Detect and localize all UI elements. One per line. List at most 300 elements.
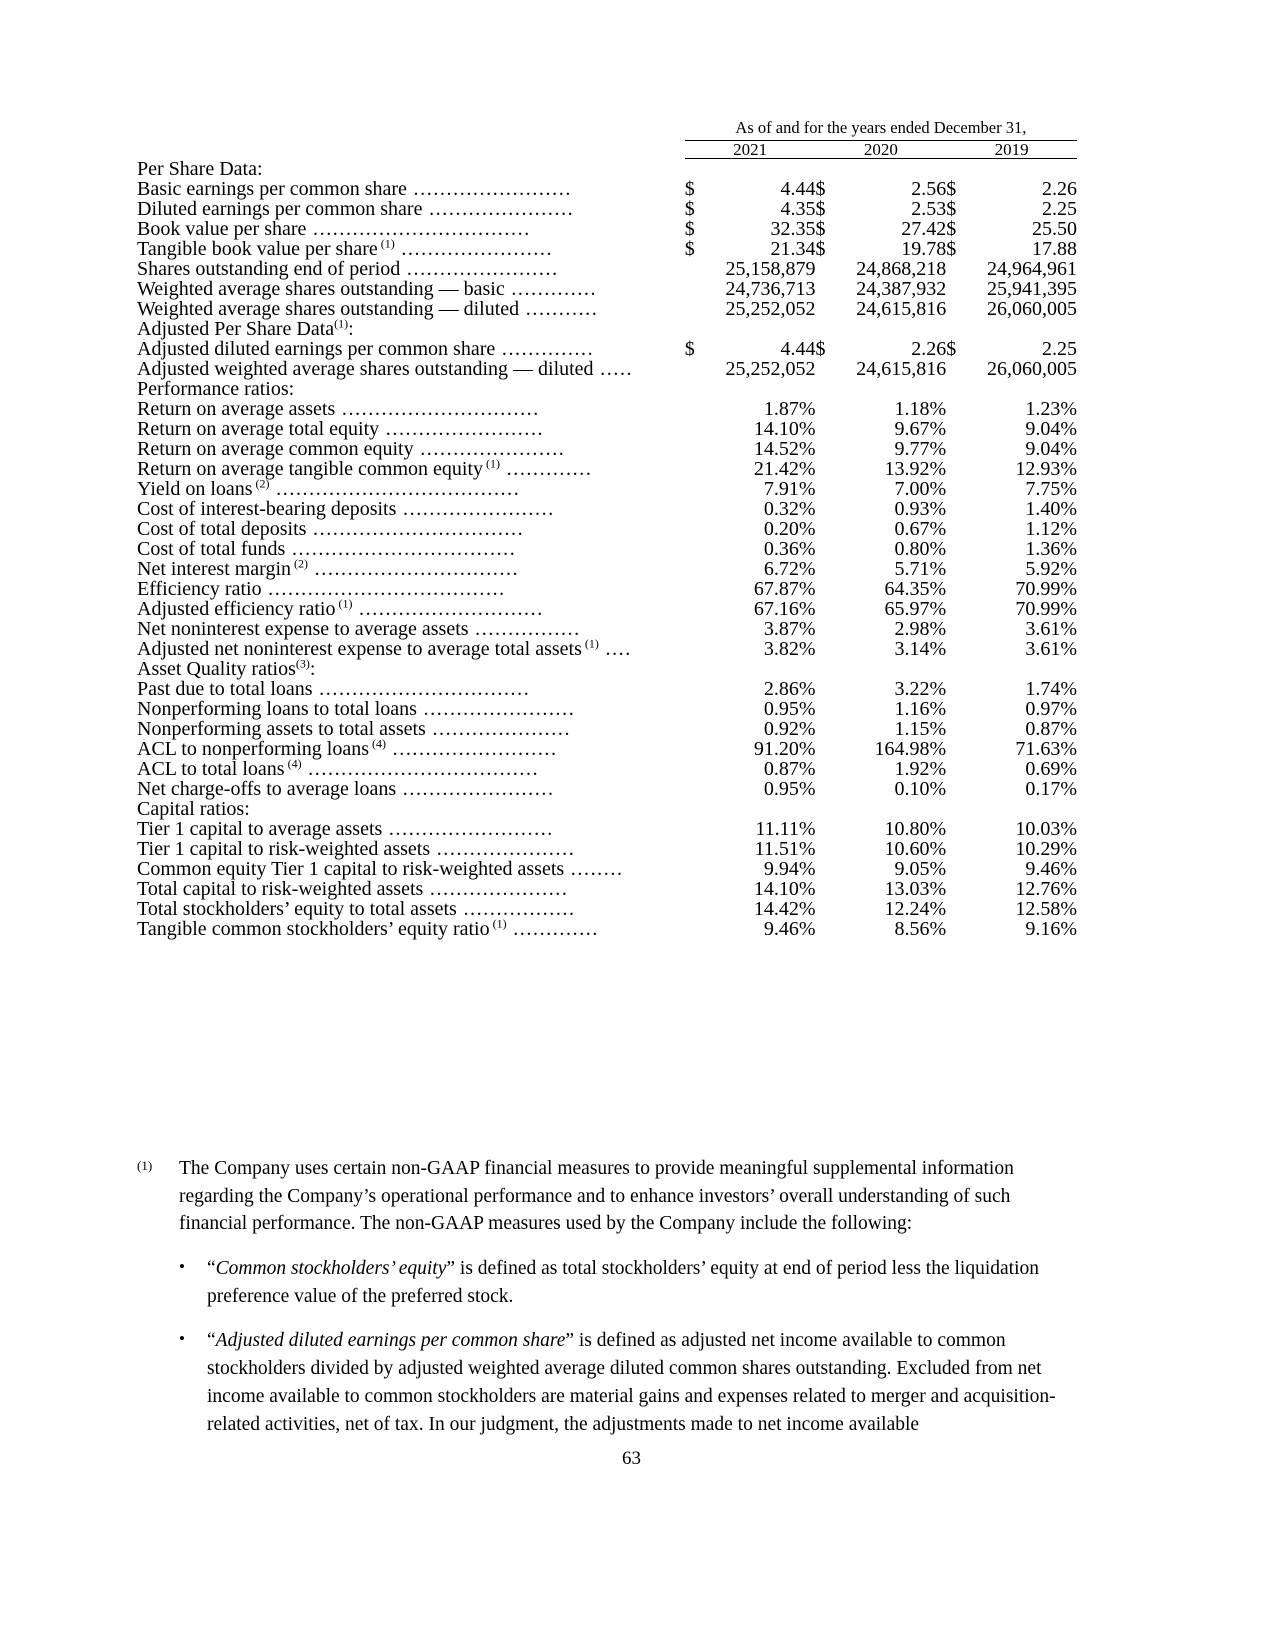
table-row <box>137 639 1077 659</box>
value-cell-2021: 3.82% <box>763 637 816 660</box>
dot-leader: ................................... <box>301 757 540 780</box>
financial-highlights-table <box>137 120 1077 939</box>
value-cell-2020: 1.92% <box>894 757 947 780</box>
currency-symbol-cell <box>685 759 708 779</box>
section-header-row <box>137 659 1077 679</box>
row-label: Net charge-offs to average loans ....................... <box>137 777 555 800</box>
dot-leader: ....................... <box>400 257 559 280</box>
value-cell-2021: 14.10% <box>753 417 816 440</box>
currency-symbol-cell: $ <box>946 337 957 360</box>
value-cell-2020: 24,615,816 <box>856 297 947 320</box>
value-cell-2020: 64.35% <box>884 577 947 600</box>
currency-symbol-cell <box>816 519 839 539</box>
currency-symbol-cell <box>685 539 708 559</box>
table-row <box>137 219 1077 239</box>
currency-symbol-cell <box>685 619 708 639</box>
selected-financial-data-table <box>137 120 1077 939</box>
currency-symbol-cell <box>816 419 839 439</box>
value-cell-2019: 0.97% <box>1025 697 1077 720</box>
value-cell-2019: 9.04% <box>1025 417 1077 440</box>
value-cell-2019: 1.40% <box>1025 497 1077 520</box>
row-footnote-ref: (4) <box>369 735 387 750</box>
row-footnote-ref: (1) <box>377 235 395 250</box>
value-cell-2021: 1.87% <box>763 397 816 420</box>
value-cell-2019: 1.12% <box>1025 517 1077 540</box>
dot-leader: ................................ <box>312 677 531 700</box>
table-row <box>137 759 1077 779</box>
dot-leader: ................. <box>456 897 576 920</box>
currency-symbol-cell <box>816 359 839 379</box>
currency-symbol-cell <box>816 299 839 319</box>
value-cell-2021: 24,736,713 <box>725 277 816 300</box>
value-cell-2020: 13.92% <box>884 457 947 480</box>
currency-symbol-cell <box>946 639 969 659</box>
table-row <box>137 519 1077 539</box>
currency-symbol-cell: $ <box>684 177 695 200</box>
currency-symbol-cell <box>685 279 708 299</box>
section-title: Per Share Data: <box>137 157 263 180</box>
value-cell-2020: 2.53 <box>911 197 947 220</box>
value-cell-2020: 9.05% <box>894 857 947 880</box>
row-label: Basic earnings per common share ........................ <box>137 177 572 200</box>
value-cell-2021: 0.87% <box>763 757 816 780</box>
value-cell-2019: 7.75% <box>1025 477 1077 500</box>
dot-leader: .............................. <box>335 397 540 420</box>
row-label: Tier 1 capital to average assets ......................... <box>137 817 554 840</box>
row-label: Return on average common equity ...................... <box>137 437 566 460</box>
value-cell-2021: 25,252,052 <box>725 297 816 320</box>
section-title: Capital ratios: <box>137 797 250 820</box>
currency-symbol-cell: $ <box>684 197 695 220</box>
bullet-text: “Adjusted diluted earnings per common share” is defined as adjusted net income available to common stockholders divided by adjusted weighted average diluted common shares outstanding. Excluded from net income available to common stockholders are material gains and expenses related to merger and acquisition-related activities, net of tax. In our judgment, the adjustments made to net income available <box>207 1330 1056 1435</box>
currency-symbol-cell <box>685 499 708 519</box>
column-header-2019: 2019 <box>994 139 1029 159</box>
currency-symbol-cell <box>685 579 708 599</box>
section-header-row <box>137 379 1077 399</box>
value-cell-2020: 9.77% <box>894 437 947 460</box>
dot-leader: ........... <box>519 297 599 320</box>
section-header-row <box>137 159 1077 179</box>
currency-symbol-cell <box>816 459 839 479</box>
dot-leader: ........ <box>564 857 624 880</box>
value-cell-2021: 25,252,052 <box>725 357 816 380</box>
currency-symbol-cell <box>946 479 969 499</box>
value-cell-2020: 7.00% <box>894 477 947 500</box>
value-cell-2020: 1.15% <box>894 717 947 740</box>
section-title-footnote-ref: (3) <box>295 655 310 670</box>
currency-symbol-cell <box>685 359 708 379</box>
currency-symbol-cell <box>816 579 839 599</box>
value-cell-2020: 13.03% <box>884 877 947 900</box>
value-cell-2021: 21.34 <box>770 237 816 260</box>
value-cell-2019: 70.99% <box>1015 577 1077 600</box>
currency-symbol-cell <box>946 919 969 939</box>
currency-symbol-cell <box>816 619 839 639</box>
currency-symbol-cell <box>816 779 839 799</box>
row-footnote-ref: (1) <box>335 595 353 610</box>
table-row <box>137 739 1077 759</box>
currency-symbol-cell <box>685 419 708 439</box>
column-header-2021: 2021 <box>733 139 768 159</box>
section-header-row <box>137 319 1077 339</box>
value-cell-2019: 2.25 <box>1042 337 1077 360</box>
value-cell-2021: 0.92% <box>763 717 816 740</box>
value-cell-2019: 2.26 <box>1042 177 1077 200</box>
value-cell-2019: 25,941,395 <box>987 277 1077 300</box>
value-cell-2019: 9.16% <box>1025 917 1077 940</box>
table-row <box>137 839 1077 859</box>
currency-symbol-cell <box>816 759 839 779</box>
section-title-footnote-ref: (1) <box>334 315 349 330</box>
table-row <box>137 579 1077 599</box>
table-row <box>137 459 1077 479</box>
value-cell-2021: 9.94% <box>763 857 816 880</box>
currency-symbol-cell <box>685 699 708 719</box>
bullet-icon: • <box>179 1329 185 1349</box>
row-label: Nonperforming assets to total assets ..................... <box>137 717 572 740</box>
currency-symbol-cell <box>946 899 969 919</box>
value-cell-2020: 24,615,816 <box>856 357 947 380</box>
currency-symbol-cell <box>816 599 839 619</box>
currency-symbol-cell <box>946 759 969 779</box>
value-cell-2021: 3.87% <box>763 617 816 640</box>
currency-symbol-cell <box>685 639 708 659</box>
dot-leader: ....................... <box>394 237 554 260</box>
dot-leader: ................................ <box>306 517 525 540</box>
dot-leader: .............. <box>495 337 595 360</box>
table-row <box>137 499 1077 519</box>
dot-leader: .... <box>598 637 632 660</box>
value-cell-2021: 2.86% <box>763 677 816 700</box>
page-number: 63 <box>622 1448 641 1469</box>
currency-symbol-cell <box>685 719 708 739</box>
table-row <box>137 819 1077 839</box>
value-cell-2020: 10.60% <box>884 837 947 860</box>
value-cell-2019: 0.17% <box>1025 777 1077 800</box>
currency-symbol-cell <box>816 539 839 559</box>
column-header-2020: 2020 <box>863 139 898 159</box>
dot-leader: ............................... <box>308 557 520 580</box>
currency-symbol-cell: $ <box>815 217 826 240</box>
dot-leader: .................................. <box>285 537 517 560</box>
dot-leader: ..................................... <box>269 477 521 500</box>
currency-symbol-cell <box>816 819 839 839</box>
header-span-row <box>137 120 1077 141</box>
currency-symbol-cell <box>685 819 708 839</box>
currency-symbol-cell <box>946 859 969 879</box>
currency-symbol-cell <box>946 599 969 619</box>
row-label: Total stockholders’ equity to total assets ................. <box>137 897 576 920</box>
row-label: Shares outstanding end of period ....................... <box>137 257 559 280</box>
currency-symbol-cell <box>685 599 708 619</box>
row-label: Weighted average shares outstanding — basic ............. <box>137 277 598 300</box>
currency-symbol-cell <box>946 699 969 719</box>
value-cell-2020: 164.98% <box>874 737 947 760</box>
table-row <box>137 679 1077 699</box>
value-cell-2019: 10.29% <box>1015 837 1077 860</box>
currency-symbol-cell <box>816 259 839 279</box>
value-cell-2019: 1.23% <box>1025 397 1077 420</box>
value-cell-2019: 12.93% <box>1015 457 1077 480</box>
value-cell-2020: 0.10% <box>894 777 947 800</box>
table-row <box>137 359 1077 379</box>
value-cell-2021: 0.20% <box>763 517 816 540</box>
currency-symbol-cell <box>685 299 708 319</box>
table-row <box>137 919 1077 939</box>
dot-leader: ................ <box>468 617 581 640</box>
value-cell-2021: 21.42% <box>753 457 816 480</box>
value-cell-2020: 0.93% <box>894 497 947 520</box>
currency-symbol-cell <box>685 439 708 459</box>
row-label: Common equity Tier 1 capital to risk-weighted assets ........ <box>137 857 624 880</box>
currency-symbol-cell <box>946 839 969 859</box>
table-row <box>137 239 1077 259</box>
defined-term: Common stockholders’ equity <box>215 1258 447 1280</box>
value-cell-2019: 2.25 <box>1042 197 1077 220</box>
dot-leader: ........................ <box>406 177 572 200</box>
dot-leader: ........................ <box>379 417 545 440</box>
dot-leader: ....................... <box>416 697 576 720</box>
row-footnote-ref: (2) <box>252 475 270 490</box>
currency-symbol-cell <box>685 459 708 479</box>
currency-symbol-cell <box>946 519 969 539</box>
value-cell-2021: 6.72% <box>763 557 816 580</box>
table-row <box>137 779 1077 799</box>
table-row <box>137 199 1077 219</box>
footnote-bullet-list <box>137 1255 1077 1438</box>
value-cell-2020: 12.24% <box>884 897 947 920</box>
dot-leader: ..................... <box>423 877 569 900</box>
value-cell-2019: 5.92% <box>1025 557 1077 580</box>
table-row <box>137 879 1077 899</box>
value-cell-2019: 0.69% <box>1025 757 1077 780</box>
footnote-text-1: The Company uses certain non-GAAP financial measures to provide meaningful supplemental information regarding the Company’s operational performance and to enhance investors’ overall understanding of such financial performance. The non-GAAP measures used by the Company include the following: <box>179 1158 1014 1235</box>
currency-symbol-cell <box>816 559 839 579</box>
value-cell-2020: 19.78 <box>901 237 947 260</box>
row-label: Net interest margin $^{(2)}$ ............................... <box>137 555 520 580</box>
currency-symbol-cell <box>946 459 969 479</box>
currency-symbol-cell <box>946 719 969 739</box>
currency-symbol-cell <box>946 819 969 839</box>
currency-symbol-cell <box>946 399 969 419</box>
value-cell-2020: 3.14% <box>894 637 947 660</box>
currency-symbol-cell: $ <box>815 237 826 260</box>
bullet-icon: • <box>179 1257 185 1277</box>
value-cell-2019: 12.76% <box>1015 877 1077 900</box>
currency-symbol-cell <box>816 739 839 759</box>
currency-symbol-cell <box>946 259 969 279</box>
value-cell-2021: 0.95% <box>763 777 816 800</box>
value-cell-2020: 1.18% <box>894 397 947 420</box>
currency-symbol-cell: $ <box>684 237 695 260</box>
dot-leader: ...................... <box>422 197 575 220</box>
value-cell-2021: 0.32% <box>763 497 816 520</box>
row-label: Diluted earnings per common share ...................... <box>137 197 575 220</box>
value-cell-2019: 1.36% <box>1025 537 1077 560</box>
value-cell-2020: 5.71% <box>894 557 947 580</box>
value-cell-2019: 71.63% <box>1015 737 1077 760</box>
value-cell-2021: 11.51% <box>754 837 816 860</box>
currency-symbol-cell <box>946 539 969 559</box>
currency-symbol-cell <box>946 579 969 599</box>
currency-symbol-cell <box>816 639 839 659</box>
value-cell-2020: 1.16% <box>894 697 947 720</box>
row-label: Tangible common stockholders’ equity ratio $^{(1)}$ ............. <box>137 915 599 940</box>
currency-symbol-cell <box>685 919 708 939</box>
value-cell-2021: 4.44 <box>780 177 816 200</box>
currency-symbol-cell <box>816 919 839 939</box>
value-cell-2019: 10.03% <box>1015 817 1077 840</box>
currency-symbol-cell <box>946 299 969 319</box>
row-label: Past due to total loans ................................ <box>137 677 531 700</box>
table-row <box>137 259 1077 279</box>
row-label: ACL to total loans $^{(4)}$ ................................... <box>137 755 540 780</box>
dot-leader: ....................... <box>396 777 555 800</box>
value-cell-2020: 3.22% <box>894 677 947 700</box>
section-title: Asset Quality ratios$^{(3)}$: <box>137 655 316 680</box>
currency-symbol-cell <box>946 619 969 639</box>
table-row <box>137 279 1077 299</box>
dot-leader: ..... <box>593 357 634 380</box>
currency-symbol-cell <box>685 899 708 919</box>
dot-leader: ............................ <box>352 597 544 620</box>
value-cell-2021: 7.91% <box>763 477 816 500</box>
dot-leader: ............. <box>504 277 598 300</box>
value-cell-2021: 9.46% <box>763 917 816 940</box>
defined-term: Adjusted diluted earnings per common share <box>215 1330 566 1352</box>
table-row <box>137 479 1077 499</box>
table-row <box>137 179 1077 199</box>
value-cell-2020: 10.80% <box>884 817 947 840</box>
value-cell-2020: 2.26 <box>911 337 947 360</box>
currency-symbol-cell <box>685 779 708 799</box>
row-label: Yield on loans $^{(2)}$ ..................................... <box>137 475 521 500</box>
header-spacer <box>137 120 685 141</box>
table-row <box>137 899 1077 919</box>
currency-symbol-cell <box>685 859 708 879</box>
value-cell-2021: 14.52% <box>753 437 816 460</box>
dot-leader: ...................... <box>413 437 566 460</box>
currency-symbol-cell: $ <box>946 177 957 200</box>
dot-leader: ............. <box>506 917 599 940</box>
row-footnote-ref: (2) <box>291 555 309 570</box>
value-cell-2019: 9.04% <box>1025 437 1077 460</box>
header-year-row <box>137 141 1077 158</box>
value-cell-2020: 24,387,932 <box>856 277 947 300</box>
dot-leader: ..................... <box>430 837 576 860</box>
row-footnote-ref: (1) <box>489 915 507 930</box>
value-cell-2019: 26,060,005 <box>987 357 1077 380</box>
currency-symbol-cell <box>816 679 839 699</box>
dot-leader: ..................... <box>425 717 572 740</box>
currency-symbol-cell <box>816 439 839 459</box>
value-cell-2019: 24,964,961 <box>987 257 1077 280</box>
currency-symbol-cell: $ <box>684 217 695 240</box>
footnote-bullet-item <box>179 1327 1077 1438</box>
row-label: Tangible book value per share $^{(1)}$ ....................... <box>137 235 554 260</box>
currency-symbol-cell <box>816 399 839 419</box>
currency-symbol-cell <box>816 899 839 919</box>
currency-symbol-cell <box>816 699 839 719</box>
value-cell-2020: 27.42 <box>901 217 947 240</box>
row-label: Adjusted efficiency ratio $^{(1)}$ ............................ <box>137 595 544 620</box>
value-cell-2019: 26,060,005 <box>987 297 1077 320</box>
currency-symbol-cell <box>946 419 969 439</box>
currency-symbol-cell: $ <box>684 337 695 360</box>
value-cell-2021: 67.87% <box>753 577 816 600</box>
currency-symbol-cell <box>685 399 708 419</box>
table-row <box>137 699 1077 719</box>
currency-symbol-cell <box>816 499 839 519</box>
currency-symbol-cell: $ <box>815 337 826 360</box>
row-label: Adjusted net noninterest expense to average total assets $^{(1)}$ .... <box>137 635 632 660</box>
value-cell-2020: 24,868,218 <box>856 257 947 280</box>
table-body <box>137 159 1077 939</box>
row-label: Efficiency ratio .................................... <box>137 577 506 600</box>
table-row <box>137 439 1077 459</box>
currency-symbol-cell <box>816 879 839 899</box>
currency-symbol-cell <box>685 839 708 859</box>
dot-leader: ....................... <box>396 497 555 520</box>
value-cell-2019: 3.61% <box>1025 617 1077 640</box>
currency-symbol-cell <box>946 739 969 759</box>
currency-symbol-cell <box>685 739 708 759</box>
table-row <box>137 559 1077 579</box>
value-cell-2019: 1.74% <box>1025 677 1077 700</box>
table-row <box>137 539 1077 559</box>
value-cell-2019: 0.87% <box>1025 717 1077 740</box>
value-cell-2019: 70.99% <box>1015 597 1077 620</box>
row-label: Tier 1 capital to risk-weighted assets ..................... <box>137 837 576 860</box>
row-label: Cost of total deposits ................................ <box>137 517 525 540</box>
row-label: ACL to nonperforming loans $^{(4)}$ ......................... <box>137 735 558 760</box>
value-cell-2019: 12.58% <box>1015 897 1077 920</box>
currency-symbol-cell <box>685 879 708 899</box>
currency-symbol-cell <box>685 559 708 579</box>
value-cell-2021: 4.44 <box>780 337 816 360</box>
row-footnote-ref: (4) <box>284 755 302 770</box>
value-cell-2021: 67.16% <box>753 597 816 620</box>
currency-symbol-cell <box>946 679 969 699</box>
currency-symbol-cell <box>685 259 708 279</box>
value-cell-2020: 2.56 <box>911 177 947 200</box>
value-cell-2021: 4.35 <box>780 197 816 220</box>
section-title: Performance ratios: <box>137 377 295 400</box>
row-label: Nonperforming loans to total loans ....................... <box>137 697 576 720</box>
bullet-text: “Common stockholders’ equity” is defined as total stockholders’ equity at end of period less the liquidation preference value of the preferred stock. <box>207 1258 1039 1307</box>
value-cell-2020: 2.98% <box>894 617 947 640</box>
dot-leader: ......................... <box>386 737 558 760</box>
section-header-row <box>137 799 1077 819</box>
value-cell-2021: 0.95% <box>763 697 816 720</box>
dot-leader: .................................... <box>261 577 506 600</box>
value-cell-2020: 8.56% <box>894 917 947 940</box>
row-label: Adjusted weighted average shares outstanding — diluted ..... <box>137 357 634 380</box>
dot-leader: ............. <box>500 457 593 480</box>
row-label: Return on average tangible common equity $^{(1)}$ ............. <box>137 455 593 480</box>
currency-symbol-cell <box>685 519 708 539</box>
table-row <box>137 339 1077 359</box>
footnote-bullet-item <box>179 1255 1077 1310</box>
value-cell-2021: 11.11% <box>755 817 816 840</box>
row-footnote-ref: (1) <box>483 455 501 470</box>
value-cell-2020: 0.67% <box>894 517 947 540</box>
value-cell-2021: 32.35 <box>770 217 816 240</box>
currency-symbol-cell: $ <box>946 217 957 240</box>
dot-leader: ................................. <box>306 217 531 240</box>
value-cell-2021: 0.36% <box>763 537 816 560</box>
currency-symbol-cell <box>816 839 839 859</box>
